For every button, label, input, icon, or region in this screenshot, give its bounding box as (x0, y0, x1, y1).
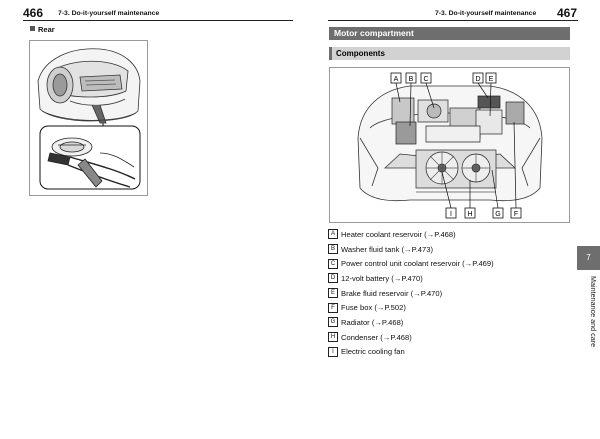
left-running-header: 7-3. Do-it-yourself maintenance (58, 10, 160, 17)
letter-box: G (328, 317, 338, 327)
callout-f-label: F (513, 211, 519, 218)
callout-g-label: G (495, 211, 501, 218)
callout-a-label: A (393, 76, 399, 83)
rear-label-text: Rear (38, 25, 55, 34)
rear-figure (29, 40, 148, 196)
list-item-text: Radiator (→P.468) (341, 317, 404, 327)
list-item (328, 330, 568, 345)
letter-box: D (328, 273, 338, 283)
callout-e-label: E (488, 76, 494, 83)
callouts-top (391, 73, 496, 83)
engine-bay-illustration (330, 68, 569, 222)
components-list (328, 227, 568, 359)
list-item (328, 315, 568, 330)
chapter-number-tab: 7 (577, 246, 600, 270)
callout-h-label: H (467, 211, 473, 218)
right-page-number: 467 (557, 6, 578, 20)
right-header-rule (328, 20, 578, 21)
list-item-text: Electric cooling fan (341, 347, 405, 357)
list-item-text: Condenser (→P.468) (341, 332, 412, 342)
motor-compartment-heading: Motor compartment (329, 27, 570, 40)
list-item (328, 256, 568, 271)
list-item-text: Heater coolant reservoir (→P.468) (341, 229, 456, 239)
callout-b-label: B (408, 76, 414, 83)
letter-box: F (328, 303, 338, 313)
list-item-text: Washer fluid tank (→P.473) (341, 244, 434, 254)
list-item (328, 227, 568, 242)
chapter-title-vertical: Maintenance and care (589, 276, 598, 348)
letter-box: A (328, 229, 338, 239)
list-item (328, 345, 568, 360)
battery-shape (478, 96, 500, 108)
left-header-rule (23, 20, 293, 21)
rear-section-label (30, 25, 55, 34)
letter-box: I (328, 347, 338, 357)
list-item-text: Brake fluid reservoir (→P.470) (341, 288, 443, 298)
car-rear-drawing (38, 49, 140, 123)
list-item (328, 300, 568, 315)
right-running-header: 7-3. Do-it-yourself maintenance (435, 10, 537, 17)
callouts-bottom (446, 208, 521, 218)
letter-box: B (328, 244, 338, 254)
list-item (328, 271, 568, 286)
letter-box: E (328, 288, 338, 298)
letter-box: C (328, 259, 338, 269)
list-item-text: Power control unit coolant reservoir (→P.469) (341, 259, 494, 269)
components-heading: Components (329, 47, 570, 60)
list-item-text: 12-volt battery (→P.470) (341, 273, 423, 283)
motor-compartment-figure (329, 67, 570, 223)
callout-d-label: D (475, 76, 481, 83)
list-item-text: Fuse box (→P.502) (341, 303, 406, 313)
letter-box: H (328, 332, 338, 342)
bullet-square-icon (30, 26, 35, 31)
callout-c-label: C (423, 76, 429, 83)
rear-illustration (30, 41, 147, 195)
list-item (328, 286, 568, 301)
left-page-number: 466 (23, 6, 44, 20)
list-item (328, 242, 568, 257)
callout-i-label: I (450, 211, 452, 218)
